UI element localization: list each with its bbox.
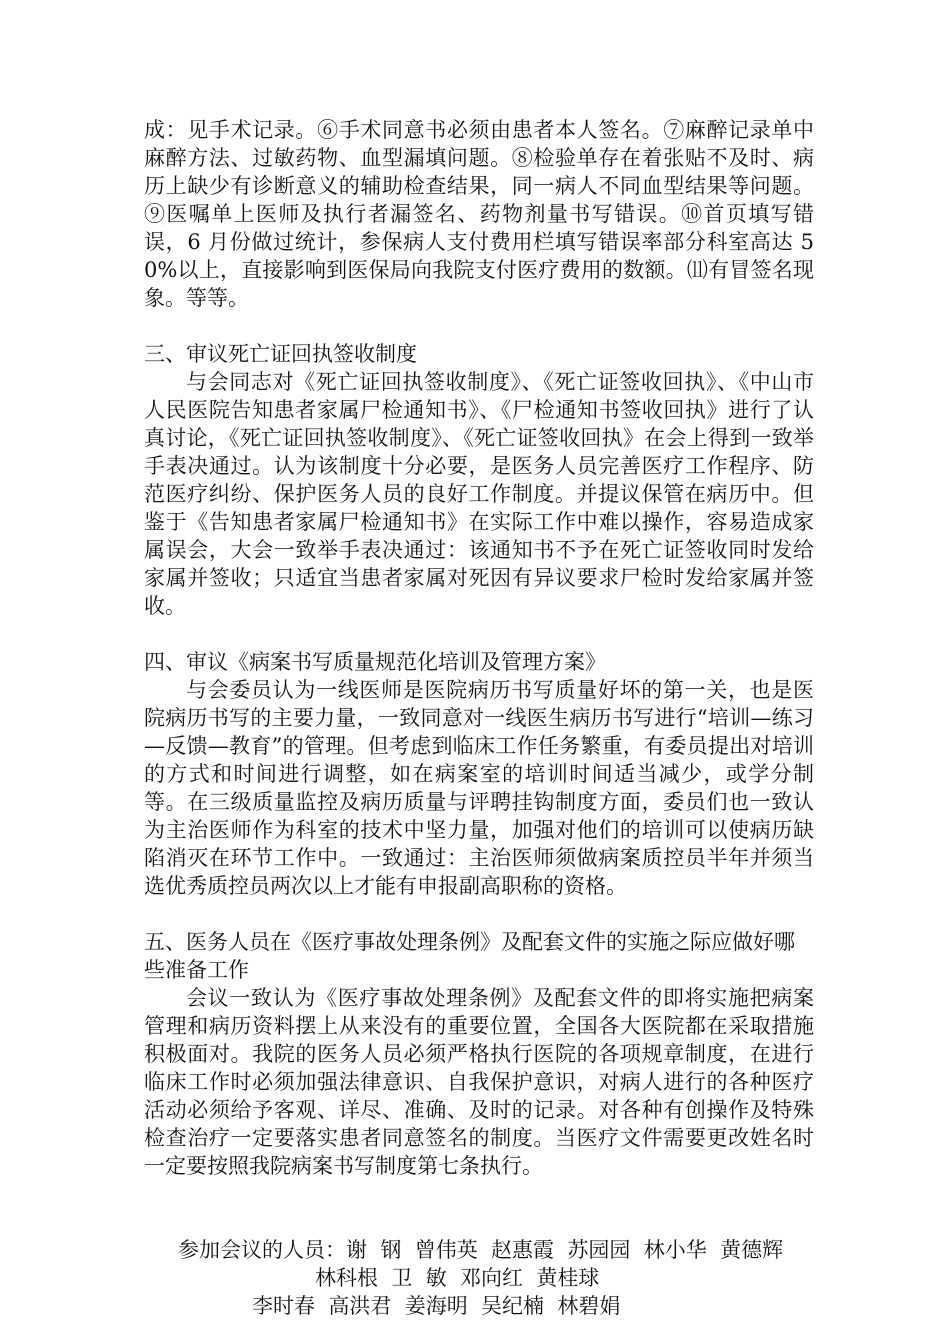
section4-heading: 四、审议《病案书写质量规范化培训及管理方案》 bbox=[144, 650, 606, 674]
document-page bbox=[144, 116, 814, 1320]
section-gap bbox=[144, 900, 814, 928]
section4-body: 与会委员认为一线医师是医院病历书写质量好坏的第一关，也是医院病历书写的主要力量，一致同意对一线医生病历书写进行“培训—练习—反馈—教育”的管理。但考虑到临床工作任务繁重，有委员提出对培训的方式和时间进行调整，如在病案室的培训时间适当减少，或学分制等。在三级质量监控及病历质量与评聘挂钩制度方面，委员们也一致认为主治医师作为科室的技术中坚力量，加强对他们的培训可以使病历缺陷消灭在环节工作中。一致通过：主治医师须做病案质控员半年并须当选优秀质控员两次以上才能有申报副高职称的资格。 bbox=[144, 678, 814, 898]
section2-tail-paragraph: 成：见手术记录。⑥手术同意书必须由患者本人签名。⑦麻醉记录单中麻醉方法、过敏药物、血型漏填问题。⑧检验单存在着张贴不及时、病历上缺少有诊断意义的辅助检查结果，同一病人不同血型结果等问题。⑨医嘱单上医师及执行者漏签名、药物剂量书写错误。⑩首页填写错误，6 月份做过统计，参保病人支付费用栏填写错误率部分科室高达 50%以上，直接影响到医保局向我院支付医疗费用的数额。⑾有冒签名现象。等等。 bbox=[144, 118, 814, 310]
attendees-block bbox=[144, 1236, 814, 1320]
section3-body: 与会同志对《死亡证回执签收制度》、《死亡证签收回执》、《中山市人民医院告知患者家属尸检通知书》、《尸检通知书签收回执》进行了认真讨论，《死亡证回执签收制度》、《死亡证签收回执》在会上得到一致举手表决通过。认为该制度十分必要，是医务人员完善医疗工作程序、防范医疗纠纷、保护医务人员的良好工作制度。并提议保管在病历中。但鉴于《告知患者家属尸检通知书》在实际工作中难以操作，容易造成家属误会，大会一致举手表决通过：该通知书不予在死亡证签收同时发给家属并签收；只适宜当患者家属对死因有异议要求尸检时发给家属并签收。 bbox=[144, 370, 814, 618]
section5-body: 会议一致认为《医疗事故处理条例》及配套文件的即将实施把病案管理和病历资料摆上从来没有的重要位置，全国各大医院都在采取措施积极面对。我院的医务人员必须严格执行医院的各项规章制度，在进行临床工作时必须加强法律意识、自我保护意识，对病人进行的各种医疗活动必须给予客观、详尽、准确、及时的记录。对各种有创操作及特殊检查治疗一定要落实患者同意签名的制度。当医疗文件需要更改姓名时一定要按照我院病案书写制度第七条执行。 bbox=[144, 986, 814, 1178]
attendees-line-2: 林科根 卫 敏 邓向红 黄桂球 bbox=[315, 1266, 600, 1290]
section3-heading: 三、审议死亡证回执签收制度 bbox=[144, 342, 417, 366]
attendees-line-1: 参加会议的人员：谢 钢 曾伟英 赵惠霞 苏园园 林小华 黄德辉 bbox=[178, 1238, 784, 1262]
section5-heading: 五、医务人员在《医疗事故处理条例》及配套文件的实施之际应做好哪些准备工作 bbox=[144, 930, 795, 982]
section-gap bbox=[144, 312, 814, 340]
attendees-line-3: 李时春 高洪君 姜海明 吴纪楠 林碧娟 bbox=[252, 1294, 621, 1318]
section-gap bbox=[144, 620, 814, 648]
